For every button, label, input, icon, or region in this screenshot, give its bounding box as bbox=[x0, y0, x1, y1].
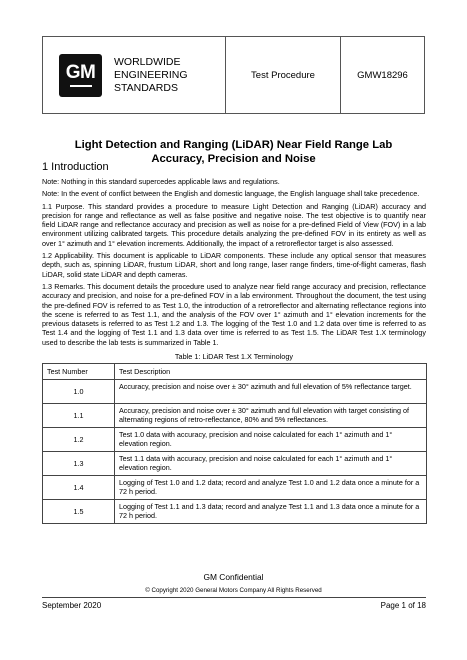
introduction-body bbox=[42, 177, 426, 350]
gm-logo-text: GM bbox=[65, 62, 96, 83]
paragraph: 1.3 Remarks. This document details the procedure used to analyze near field range accuracy and precision, reflectance accuracy and precision, and noise for a pre-defined FOV in a lab environment. Throughout the document, the test using the pre-defined FOV is referred to as Test 1.0, the introduction of a retroreflector and alternating reflectance regions into the scene is referred to as Test 1.1, and the analysis of the FOV over 1° azimuth and 1° elevation increments for the previous datasets is referred to as Test 1.2 and 1.3. The logging of the Test 1.0 and 1.2 data over time is referred to as Test 1.4 and the logging of Test 1.1 and 1.3 data over time is referred to as Test 1.5. The LiDAR Test 1.X terminology used to describe the lab tests is summarized in Table 1. bbox=[42, 281, 426, 347]
test-description-cell: Accuracy, precision and noise over ± 30° azimuth and full elevation of 5% reflectance target. bbox=[115, 380, 427, 404]
standards-line: WORLDWIDE bbox=[114, 55, 181, 68]
paragraph: Note: In the event of conflict between the English and domestic language, the English language shall take precedence. bbox=[42, 189, 420, 199]
test-description-cell: Logging of Test 1.1 and 1.3 data; record and analyze Test 1.1 and 1.3 data once a minute for a 72 h period. bbox=[115, 500, 427, 524]
table-row bbox=[43, 476, 427, 500]
paragraph: 1.2 Applicability. This document is applicable to LiDAR components. These include any optical sensor that measures depth, such as, spinning LiDAR, frustum LiDAR, short and long range, laser range finders, time-of-flight cameras, flash LiDAR, solid state LiDAR and depth cameras. bbox=[42, 251, 426, 279]
document-header bbox=[42, 36, 425, 114]
footer-divider bbox=[42, 597, 426, 598]
standards-line: STANDARDS bbox=[114, 81, 178, 94]
section-heading: 1 Introduction bbox=[42, 161, 109, 173]
table-row bbox=[43, 428, 427, 452]
test-number-cell: 1.3 bbox=[43, 452, 115, 476]
procedure-label: Test Procedure bbox=[226, 37, 341, 113]
page-number: Page 1 of 18 bbox=[380, 601, 426, 610]
header-logo-cell bbox=[43, 37, 226, 113]
paragraph: 1.1 Purpose. This standard provides a procedure to measure Light Detection and Ranging (LiDAR) accuracy and precision for range and reflectance as well as false positive and negative noise. The test objective is to quantify near field LiDAR range and reflectance accuracy and precision as well as noise for a pre-defined Field of View (FOV) in a lab environment utilizing calibrated targets. This procedure details analyzing the pre-defined FOV in its entirety as well as over 1° azimuth and 1° elevation increments. Additionally, the impact of a retroreflector target is also assessed. bbox=[42, 201, 426, 248]
standards-label bbox=[114, 56, 188, 95]
terminology-table bbox=[42, 363, 427, 524]
test-description-cell: Test 1.1 data with accuracy, precision and noise calculated for each 1° azimuth and 1° elevation region. bbox=[115, 452, 427, 476]
test-description-cell: Logging of Test 1.0 and 1.2 data; record and analyze Test 1.0 and 1.2 data once a minute for a 72 h period. bbox=[115, 476, 427, 500]
table-row bbox=[43, 452, 427, 476]
table-row bbox=[43, 500, 427, 524]
gm-logo bbox=[59, 54, 102, 97]
publication-date: September 2020 bbox=[42, 601, 102, 610]
title-line: Light Detection and Ranging (LiDAR) Near Field Range Lab bbox=[74, 139, 393, 151]
document-number: GMW18296 bbox=[357, 69, 408, 81]
test-number-cell: 1.1 bbox=[43, 404, 115, 428]
table-header-row bbox=[43, 364, 427, 380]
column-header: Test Description bbox=[115, 364, 427, 380]
test-description-cell: Test 1.0 data with accuracy, precision and noise calculated for each 1° azimuth and 1° elevation region. bbox=[115, 428, 427, 452]
test-number-cell: 1.4 bbox=[43, 476, 115, 500]
test-number-cell: 1.2 bbox=[43, 428, 115, 452]
standards-line: ENGINEERING bbox=[114, 68, 188, 81]
gm-logo-underline bbox=[70, 85, 92, 87]
paragraph: Note: Nothing in this standard supercedes applicable laws and regulations. bbox=[42, 177, 280, 186]
copyright-notice: © Copyright 2020 General Motors Company All Rights Reserved bbox=[145, 587, 322, 594]
test-number-cell: 1.5 bbox=[43, 500, 115, 524]
test-description-cell: Accuracy, precision and noise over ± 30° azimuth and full elevation with target consisting of alternating regions of retro-reflectance, 80% and 5% reflectances. bbox=[115, 404, 427, 428]
column-header: Test Number bbox=[43, 364, 115, 380]
confidentiality-label: GM Confidential bbox=[203, 572, 264, 582]
table-caption: Table 1: LiDAR Test 1.X Terminology bbox=[174, 352, 294, 361]
test-number-cell: 1.0 bbox=[43, 380, 115, 404]
title-line: Accuracy, Precision and Noise bbox=[151, 153, 316, 165]
table-row bbox=[43, 380, 427, 404]
table-row bbox=[43, 404, 427, 428]
